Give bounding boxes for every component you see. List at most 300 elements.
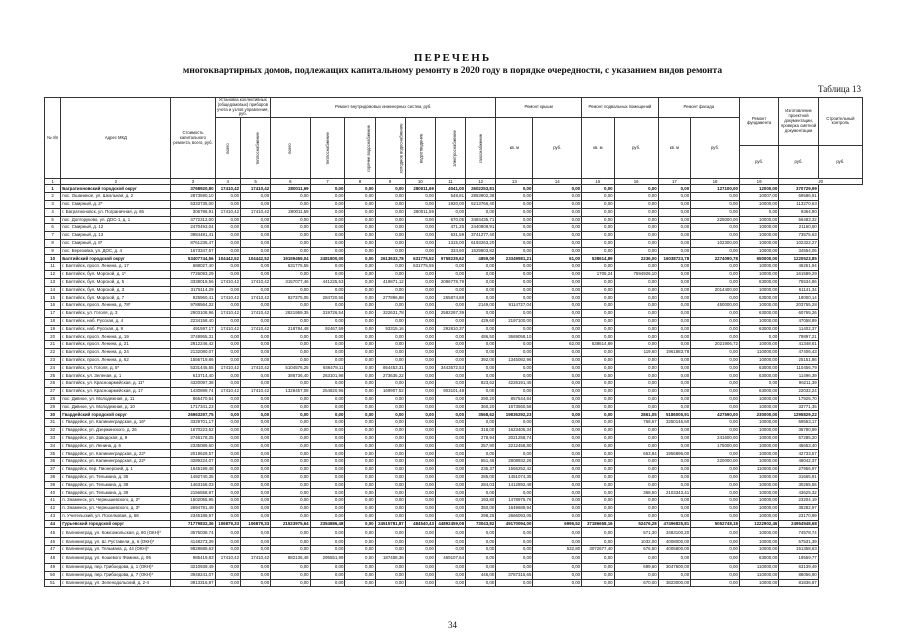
row-value: 0,00	[271, 504, 310, 512]
table-row	[45, 263, 863, 271]
row-value: 0,00	[215, 341, 241, 349]
row-value: 0,00	[435, 489, 465, 497]
row-value: 0,00	[310, 200, 345, 208]
row-address: пос. Ошаниное, ул. Школьная, д. 2	[61, 193, 171, 201]
row-value: 0,00	[435, 356, 465, 364]
row-value: 0,00	[691, 380, 740, 388]
row-value: 92467,59	[310, 325, 345, 333]
row-value: 0,00	[241, 224, 271, 232]
row-value: 0,00	[375, 380, 405, 388]
row-value: 0,00	[405, 317, 435, 325]
row-value: 0,00	[375, 528, 405, 538]
row-number: 15	[45, 294, 61, 302]
row-value: 1412892,48	[496, 481, 533, 489]
row-value: 0,00	[466, 579, 496, 587]
row-value: 2234158,40	[171, 317, 215, 325]
row-value: 0,00	[435, 341, 465, 349]
row-value: 0,00	[405, 325, 435, 333]
unit-facade-sqm: кв. м	[658, 118, 690, 179]
row-value: 0,00	[533, 419, 582, 427]
table-row	[45, 571, 863, 579]
row-value: 0,00	[582, 302, 614, 310]
row-address: г. Балтийск, просп. Ленина, д. 17	[61, 263, 171, 271]
row-value: 0,00	[582, 497, 614, 505]
row-number: 34	[45, 442, 61, 450]
table-label: Таблица 13	[818, 84, 861, 94]
row-value: 0,00	[582, 473, 614, 481]
row-value: 0,00	[310, 571, 345, 579]
row-value: 0,00	[345, 546, 375, 554]
row-value: 653,84	[614, 450, 658, 458]
row-value: 17410,42	[215, 278, 241, 286]
row-value: 827375,05	[271, 294, 310, 302]
row-value: 0,00	[533, 208, 582, 216]
row-number: 23	[45, 356, 61, 364]
row-value: 0,00	[496, 579, 533, 587]
row-value: 0,00	[435, 528, 465, 538]
row-value: 0,00	[582, 247, 614, 255]
row-value: 0,00	[614, 239, 658, 247]
row-value: 1345082,96	[496, 356, 533, 364]
row-value: 17410,42	[241, 185, 271, 193]
row-value: 0,00	[345, 380, 375, 388]
row-value: 0,00	[345, 341, 375, 349]
row-value: 0,00	[582, 579, 614, 587]
row-value: 1032,00	[614, 538, 658, 546]
row-value: 73575,63	[779, 232, 818, 240]
row-value: 0,00	[658, 216, 690, 224]
row-value: 0,00	[215, 395, 241, 403]
column-number: 17	[658, 179, 690, 185]
table-row	[45, 380, 863, 388]
row-address: г. Гвардейск, ул. Дзержинского, д. 26	[61, 427, 171, 435]
row-value: 0,00	[241, 466, 271, 474]
table-row	[45, 579, 863, 587]
row-value: 0,00	[435, 466, 465, 474]
row-value: 0,00	[405, 546, 435, 554]
row-value: 0,00	[435, 473, 465, 481]
unit-basement-sqm: кв. м	[582, 118, 614, 179]
row-value: 2808932,26	[496, 458, 533, 466]
row-value: 0,00	[691, 538, 740, 546]
row-value: 0,00	[310, 434, 345, 442]
sub-header-total: всего	[215, 118, 241, 179]
row-value: 0,00	[582, 216, 614, 224]
row-value: 0,00	[271, 563, 310, 571]
row-value: 0,00	[345, 563, 375, 571]
row-value: 0,00	[405, 380, 435, 388]
row-value: 2014400,00	[691, 286, 740, 294]
column-number: 11	[435, 179, 465, 185]
row-value: 0,00	[241, 442, 271, 450]
row-value: 10000,00	[739, 263, 778, 271]
row-value: 0,00	[658, 388, 690, 396]
row-value: 0,00	[496, 247, 533, 255]
row-value: 0,00	[658, 341, 690, 349]
row-value: 0,00	[271, 239, 310, 247]
row-value: 235,37	[466, 466, 496, 474]
row-number: 49	[45, 563, 61, 571]
row-value: 22032,24	[779, 388, 818, 396]
row-value: 0,00	[691, 403, 740, 411]
row-value: 56483,32	[779, 216, 818, 224]
row-value: 882136,48	[271, 553, 310, 563]
row-value: 11496,39	[779, 372, 818, 380]
row-address: пос. Долгоруково, ул. ДОС-1, д. 1	[61, 216, 171, 224]
row-value: 0,00	[271, 419, 310, 427]
row-value: 0,00	[435, 427, 465, 435]
row-value: 35282,97	[779, 504, 818, 512]
row-value: 0,00	[658, 193, 690, 201]
row-value: 0,00	[614, 341, 658, 349]
row-value: 0,00	[691, 512, 740, 520]
table-row	[45, 286, 863, 294]
row-value: 0,00	[345, 193, 375, 201]
row-value: 392,00	[466, 356, 496, 364]
row-value: 0,00	[345, 255, 375, 263]
row-value: 0,00	[271, 317, 310, 325]
row-value: 0,00	[215, 546, 241, 554]
row-value: 63139,49	[779, 563, 818, 571]
row-value: 0,00	[435, 579, 465, 587]
row-value: 0,00	[582, 200, 614, 208]
row-value: 225000,00	[691, 216, 740, 224]
row-value: 2666093,05	[496, 512, 533, 520]
row-value: 0,00	[310, 504, 345, 512]
row-value: 0,00	[271, 271, 310, 279]
row-number: 44	[45, 520, 61, 528]
row-value: 1961883,78	[658, 349, 690, 357]
row-value: 0,00	[496, 372, 533, 380]
row-value: 1463158,03	[171, 481, 215, 489]
row-value: 0,00	[533, 553, 582, 563]
row-value: 0,00	[435, 546, 465, 554]
table-row	[45, 434, 863, 442]
row-value: 0,00	[533, 278, 582, 286]
row-value: 0,00	[215, 458, 241, 466]
row-address: г. Балтийск, ул. Гоголя, д. 3	[61, 310, 171, 318]
row-value: 0,00	[271, 473, 310, 481]
row-value: 0,00	[533, 504, 582, 512]
row-value: 0,00	[582, 349, 614, 357]
row-value: 0,00	[691, 232, 740, 240]
row-value: 0,00	[241, 341, 271, 349]
row-value: 0,00	[533, 239, 582, 247]
row-value: 0,00	[691, 504, 740, 512]
row-address: п. Знаменск, ул. Чернышевского, д. 2*	[61, 497, 171, 505]
row-value: 2903108,96	[171, 310, 215, 318]
row-value: 3175114,29	[171, 286, 215, 294]
row-value: 0,00	[691, 356, 740, 364]
row-value: 0,00	[215, 563, 241, 571]
row-value: 0,00	[345, 528, 375, 538]
row-value: 62,00	[533, 341, 582, 349]
row-value: 1920,00	[435, 200, 465, 208]
row-value: 43625,32	[779, 489, 818, 497]
row-value: 0,00	[405, 349, 435, 357]
row-value: 187458,36	[375, 553, 405, 563]
row-value: 0,00	[375, 473, 405, 481]
row-value: 0,00	[582, 356, 614, 364]
row-value: 0,00	[739, 208, 778, 216]
row-value: 0,00	[658, 278, 690, 286]
row-address: г. Балтийск, просп. Ленина, д. 19	[61, 333, 171, 341]
row-value: 0,00	[310, 239, 345, 247]
row-value: 63000,00	[739, 278, 778, 286]
row-value: 3575038,74	[171, 528, 215, 538]
row-value: 0,00	[496, 208, 533, 216]
row-value: 0,00	[310, 185, 345, 193]
row-value: 0,00	[310, 427, 345, 435]
row-value: 0,00	[533, 411, 582, 419]
row-value: 0,00	[345, 419, 375, 427]
row-value: 0,00	[496, 546, 533, 554]
row-number: 41	[45, 497, 61, 505]
row-value: 106879,33	[215, 520, 241, 528]
row-address: г. Гвардейск, ул. Тельмана, д. 39	[61, 489, 171, 497]
column-number: 3	[171, 179, 215, 185]
row-value: 21160,50	[779, 224, 818, 232]
row-value: 0,00	[271, 333, 310, 341]
row-number: 39	[45, 481, 61, 489]
row-value: 0,00	[533, 185, 582, 193]
row-value: 0,00	[345, 200, 375, 208]
row-value: 0,00	[435, 504, 465, 512]
row-value: 0,00	[215, 571, 241, 579]
row-value: 2197100,00	[496, 317, 533, 325]
row-value: 306786,91	[171, 208, 215, 216]
row-number: 46	[45, 538, 61, 546]
unit-basement-rub: руб.	[614, 118, 658, 179]
row-address: г. Калининград, ул. Комсомольская, д. 80 (ОКН)*	[61, 528, 171, 538]
row-value: 79897,21	[779, 333, 818, 341]
row-value: 0,00	[345, 216, 375, 224]
row-value: 0,00	[496, 278, 533, 286]
row-value: 0,00	[215, 411, 241, 419]
row-value: 1328457,08	[271, 388, 310, 396]
row-value: 10000,00	[739, 434, 778, 442]
row-value: 2602253,81	[466, 185, 496, 193]
table-row	[45, 411, 863, 419]
row-value: 0,00	[691, 317, 740, 325]
sub-header-electric: электроснабжение	[435, 118, 465, 179]
col-header-systems: Ремонт внутридомовых инженерных систем, руб.	[271, 98, 496, 118]
row-value: 0,00	[405, 372, 435, 380]
row-value: 0,00	[241, 239, 271, 247]
row-value: 0,00	[310, 333, 345, 341]
row-value: 0,00	[533, 442, 582, 450]
row-value: 0,00	[405, 442, 435, 450]
row-value: 0,00	[658, 458, 690, 466]
row-value: 10000,00	[739, 579, 778, 587]
row-number: 17	[45, 310, 61, 318]
table-row	[45, 364, 863, 372]
row-value: 0,00	[375, 563, 405, 571]
table-row	[45, 302, 863, 310]
column-number: 10	[405, 179, 435, 185]
row-value: 0,00	[435, 286, 465, 294]
row-value: 0,00	[345, 481, 375, 489]
row-value: 230000,00	[739, 411, 778, 419]
row-value: 0,00	[215, 372, 241, 380]
table-row	[45, 563, 863, 571]
row-value: 23170,99	[779, 512, 818, 520]
row-value: 6193263,20	[466, 239, 496, 247]
row-value: 0,00	[614, 247, 658, 255]
row-value: 0,00	[691, 333, 740, 341]
table-row	[45, 473, 863, 481]
row-value: 3484435,71	[466, 216, 496, 224]
row-value: 0,00	[614, 372, 658, 380]
row-value: 0,00	[241, 563, 271, 571]
col-header-facade: Ремонт фасада	[658, 98, 739, 118]
row-value: 53407744,56	[171, 255, 215, 263]
row-value: 0,00	[582, 571, 614, 579]
row-value: 0,00	[375, 571, 405, 579]
row-value: 1956896,00	[658, 450, 690, 458]
row-address: г. Гвардейск, ул. Тельмана, д. 38	[61, 481, 171, 489]
row-value: 0,00	[533, 473, 582, 481]
row-value: 0,00	[375, 512, 405, 520]
row-value: 0,00	[241, 200, 271, 208]
row-address: г. Багратионовск, ул. Пограничная, д. 65	[61, 208, 171, 216]
row-value: 0,00	[375, 458, 405, 466]
row-value: 0,00	[691, 193, 740, 201]
row-value: 5186005,91	[658, 411, 690, 419]
row-value: 10000,00	[739, 224, 778, 232]
row-value: 0,00	[215, 489, 241, 497]
row-number: 13	[45, 278, 61, 286]
row-value: 350,00	[466, 504, 496, 512]
row-value: 0,00	[345, 512, 375, 520]
row-value: 0,00	[466, 563, 496, 571]
row-value: 3157077,46	[271, 278, 310, 286]
row-value: 491597,17	[171, 325, 215, 333]
row-value: 903101,48	[435, 388, 465, 396]
row-address: г. Гвардейск, ул. Тельмана, д. 35	[61, 473, 171, 481]
row-value: 0,00	[496, 489, 533, 497]
row-value: 0,00	[466, 364, 496, 372]
row-value: 17410,42	[215, 388, 241, 396]
row-value: 0,00	[375, 317, 405, 325]
row-value: 0,00	[691, 563, 740, 571]
row-value: 0,00	[345, 286, 375, 294]
row-value: 0,00	[271, 481, 310, 489]
row-value: 0,00	[582, 294, 614, 302]
row-value: 0,00	[435, 271, 465, 279]
row-value: 110000,00	[739, 571, 778, 579]
row-value: 9828889,63	[171, 546, 215, 554]
row-value: 0,00	[435, 434, 465, 442]
row-value: 0,00	[496, 216, 533, 224]
row-number: 26	[45, 380, 61, 388]
row-value: 0,00	[614, 403, 658, 411]
row-value: 0,00	[345, 458, 375, 466]
table-row	[45, 356, 863, 364]
table-row	[45, 325, 863, 333]
row-value: 0,00	[582, 419, 614, 427]
row-value: 2149,00	[466, 302, 496, 310]
row-value: 0,00	[215, 473, 241, 481]
row-value: 280011,69	[405, 185, 435, 193]
row-value: 0,00	[533, 193, 582, 201]
row-value: 5052748,18	[691, 520, 740, 528]
row-value: 1478975,76	[496, 497, 533, 505]
row-value: 61,00	[533, 255, 582, 263]
table-row	[45, 528, 863, 538]
row-value: 0,00	[533, 216, 582, 224]
row-value: 2236,00	[614, 255, 658, 263]
row-value: 0,00	[215, 466, 241, 474]
row-value: 0,00	[582, 278, 614, 286]
row-value: 688027,40	[171, 263, 215, 271]
row-value: 823,62	[466, 380, 496, 388]
sub-header-gas: газоснабжение	[466, 118, 496, 179]
row-value: 0,00	[691, 271, 740, 279]
row-value: 49042,37	[779, 458, 818, 466]
row-value: 0,00	[658, 380, 690, 388]
row-value: 0,00	[466, 546, 496, 554]
row-value: 69586,91	[779, 193, 818, 201]
row-value: 0,00	[271, 434, 310, 442]
table-row	[45, 419, 863, 427]
row-address: г. Балтийск, ул. Зеленая, д. 1	[61, 372, 171, 380]
row-value: 0,00	[375, 216, 405, 224]
row-value: 3913316,87	[171, 579, 215, 587]
row-value: 0,00	[533, 271, 582, 279]
row-value: 0,00	[271, 193, 310, 201]
row-value: 0,00	[614, 317, 658, 325]
row-value: 0,00	[614, 473, 658, 481]
row-value: 0,00	[271, 489, 310, 497]
row-value: 0,00	[582, 504, 614, 512]
row-value: 0,00	[345, 263, 375, 271]
row-number: 6	[45, 224, 61, 232]
row-value: 10007,00	[739, 193, 778, 201]
row-value: 0,00	[215, 302, 241, 310]
row-value: 2345189,97	[171, 512, 215, 520]
row-value: 0,00	[496, 341, 533, 349]
row-number: 4	[45, 208, 61, 216]
row-value: 631775,55	[271, 263, 310, 271]
row-value: 10000,00	[739, 271, 778, 279]
row-value: 0,00	[375, 263, 405, 271]
row-value: 0,00	[271, 356, 310, 364]
row-value: 925960,41	[171, 294, 215, 302]
row-value: 0,00	[658, 364, 690, 372]
row-value: 0,00	[405, 302, 435, 310]
row-value: 10000,00	[739, 232, 778, 240]
row-value: 0,00	[435, 395, 465, 403]
row-value: 0,00	[405, 395, 435, 403]
row-value: 0,00	[405, 341, 435, 349]
row-value: 0,00	[215, 481, 241, 489]
row-value: 203755,28	[779, 302, 818, 310]
row-value: 0,00	[310, 349, 345, 357]
row-value: 17410,42	[215, 294, 241, 302]
row-value: 0,00	[375, 489, 405, 497]
row-value: 450000,00	[691, 302, 740, 310]
row-value: 9788564,32	[171, 302, 215, 310]
column-number: 16	[614, 179, 658, 185]
row-value: 4859,00	[466, 255, 496, 263]
row-number: 33	[45, 434, 61, 442]
row-value: 2354886,48	[310, 520, 345, 528]
row-value: 0,00	[691, 528, 740, 538]
table-row	[45, 450, 863, 458]
row-value: 854453,31	[375, 364, 405, 372]
row-value: 12000,00	[739, 185, 778, 193]
